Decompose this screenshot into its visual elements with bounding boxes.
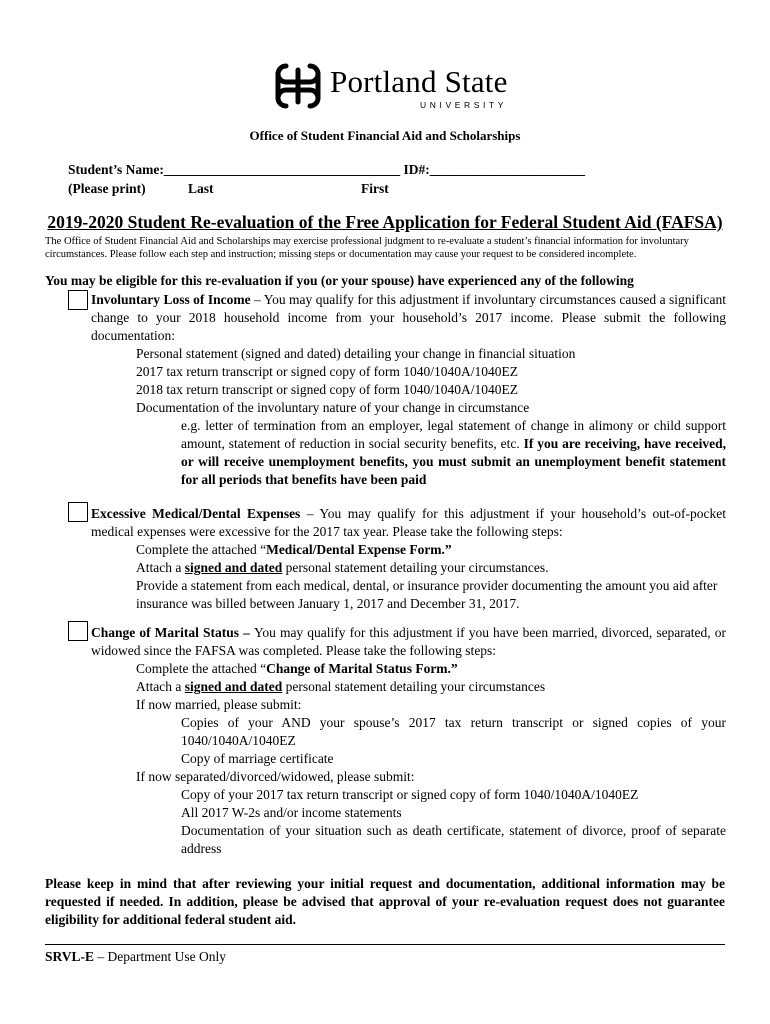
first-hint: First bbox=[361, 181, 389, 196]
print-hint: (Please print) bbox=[68, 181, 146, 196]
marital-form-name: Change of Marital Status Form.” bbox=[266, 661, 458, 676]
marital-checkbox[interactable] bbox=[68, 621, 88, 641]
eligibility-heading: You may be eligible for this re-evaluation if you (or your spouse) have experienced any of the following bbox=[45, 273, 634, 288]
medical-step-2 bbox=[136, 559, 726, 577]
office-heading: Office of Student Financial Aid and Scholarships bbox=[249, 128, 521, 143]
income-item-2: 2017 tax return transcript or signed copy of form 1040/1040A/1040EZ bbox=[136, 364, 519, 379]
marital-description: You may qualify for this adjustment if you have been married, divorced, separated, or widowed since the FAFSA was completed. Please take the following steps: bbox=[91, 625, 726, 658]
married-item-2: Copy of marriage certificate bbox=[181, 751, 334, 766]
separated-item-3: Documentation of your situation such as death certificate, statement of divorce, proof of separate address bbox=[181, 823, 726, 856]
footer-code: SRVL-E bbox=[45, 949, 95, 964]
marital-step-2-post: personal statement detailing your circumstances bbox=[282, 679, 546, 694]
income-item-4: Documentation of the involuntary nature of your change in circumstance bbox=[136, 400, 530, 415]
marital-step-1-text: Complete the attached “ bbox=[136, 661, 267, 676]
married-label: If now married, please submit: bbox=[136, 697, 302, 712]
medical-step-2-pre: Attach a bbox=[136, 560, 185, 575]
medical-step-3: Provide a statement from each medical, dental, or insurance provider documenting the amount you aid after insurance was billed between January 1, 2017 and December 31, 2017. bbox=[136, 578, 718, 611]
income-item-3: 2018 tax return transcript or signed copy of form 1040/1040A/1040EZ bbox=[136, 382, 519, 397]
income-item-1: Personal statement (signed and dated) detailing your change in financial situation bbox=[136, 346, 576, 361]
medical-signed-dated: signed and dated bbox=[184, 560, 283, 575]
separated-label: If now separated/divorced/widowed, please submit: bbox=[136, 769, 415, 784]
logo-subtitle: UNIVERSITY bbox=[420, 100, 508, 110]
psu-logo-mark-icon bbox=[272, 60, 324, 112]
medical-description: – You may qualify for this adjustment if your household’s out-of-pocket medical expenses were excessive for the 2017 tax year. Please take the following steps: bbox=[91, 506, 726, 539]
marital-section-text bbox=[91, 624, 726, 660]
footer-divider bbox=[45, 944, 725, 945]
married-item-1: Copies of your AND your spouse’s 2017 tax return transcript or signed copies of your 1040/1040A/1040EZ bbox=[181, 715, 726, 748]
closing-note: Please keep in mind that after reviewing your initial request and documentation, additional information may be requested if needed. In addition, please be advised that approval of your re-evaluation request does not guarantee eligibility for additional federal student aid. bbox=[45, 876, 725, 927]
income-checkbox[interactable] bbox=[68, 290, 88, 310]
student-name-id-line[interactable]: Student’s Name:___________________________________ ID#:_______________________ bbox=[68, 162, 585, 177]
income-example bbox=[181, 417, 726, 489]
income-section-text bbox=[91, 291, 726, 345]
medical-form-name: Medical/Dental Expense Form.” bbox=[266, 542, 452, 557]
form-title: 2019-2020 Student Re-evaluation of the Free Application for Federal Student Aid (FAFSA) bbox=[47, 212, 723, 232]
income-example-text: e.g. letter of termination from an employer, legal statement of change in alimony or child support amount, statement of reduction in social security benefits, etc. bbox=[181, 418, 726, 451]
income-heading: Involuntary Loss of Income bbox=[91, 292, 251, 307]
medical-checkbox[interactable] bbox=[68, 502, 88, 522]
last-hint: Last bbox=[188, 181, 214, 196]
income-unemployment-note: If you are receiving, have received, or will receive unemployment benefits, you must submit an unemployment benefit statement for all periods that benefits have been paid bbox=[181, 436, 726, 487]
footer-text: – Department Use Only bbox=[94, 949, 227, 964]
separated-item-2: All 2017 W-2s and/or income statements bbox=[181, 805, 402, 820]
marital-step-2 bbox=[136, 678, 726, 696]
medical-step-2-post: personal statement detailing your circumstances. bbox=[282, 560, 549, 575]
medical-step-1 bbox=[136, 541, 726, 559]
marital-step-2-pre: Attach a bbox=[136, 679, 185, 694]
medical-heading: Excessive Medical/Dental Expenses bbox=[91, 506, 301, 521]
department-use-footer bbox=[45, 949, 226, 965]
marital-heading: Change of Marital Status – bbox=[91, 625, 254, 640]
medical-step-1-text: Complete the attached “ bbox=[136, 542, 267, 557]
university-logo bbox=[272, 60, 512, 120]
logo-wordmark: Portland State bbox=[330, 64, 508, 99]
income-description: – You may qualify for this adjustment if involuntary circumstances caused a significant change to your 2018 household income from your household’s 2017 income. Please submit the following documentation: bbox=[91, 292, 727, 343]
medical-section-text bbox=[91, 505, 726, 541]
marital-signed-dated: signed and dated bbox=[184, 679, 283, 694]
marital-step-1 bbox=[136, 660, 726, 678]
intro-text: The Office of Student Financial Aid and Scholarships may exercise professional judgment to re-evaluate a student’s financial information for involuntary circumstances. Please follow each step and instruction; missing steps or documentation may cause your request to be considered incomplete. bbox=[45, 236, 689, 260]
separated-item-1: Copy of your 2017 tax return transcript or signed copy of form 1040/1040A/1040EZ bbox=[181, 787, 639, 802]
